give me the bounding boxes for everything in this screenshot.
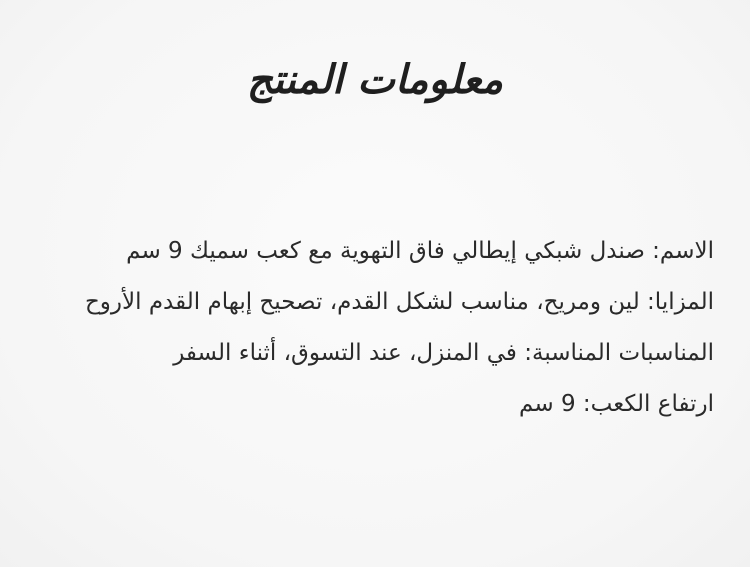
product-features-row: المزايا: لين ومريح، مناسب لشكل القدم، تصحيح إبهام القدم الأروح <box>84 289 714 315</box>
product-name-row: الاسم: صندل شبكي إيطالي فاق التهوية مع كعب سميك 9 سم <box>126 238 714 264</box>
product-occasions-row: المناسبات المناسبة: في المنزل، عند التسوق، أثناء السفر <box>173 340 714 366</box>
page-title: معلومات المنتج <box>246 57 504 103</box>
heel-height-row: ارتفاع الكعب: 9 سم <box>519 391 714 417</box>
product-details <box>54 226 714 430</box>
